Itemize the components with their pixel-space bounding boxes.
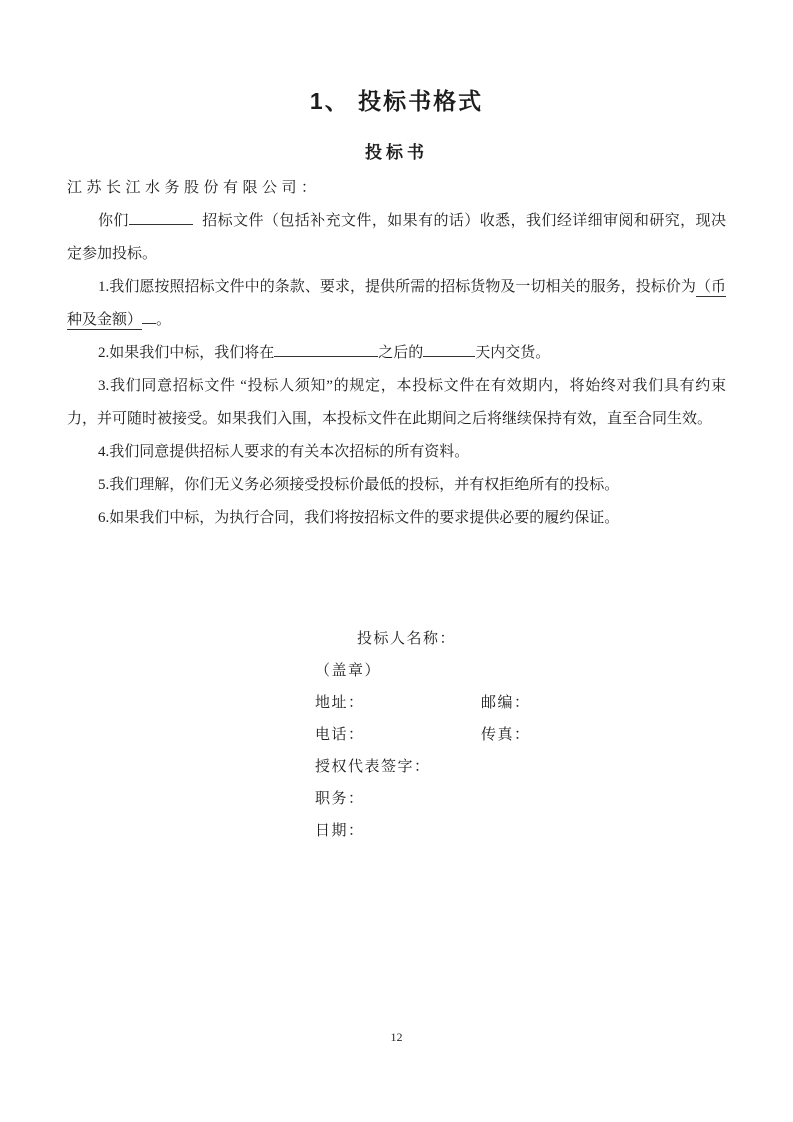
blank-field-recipient	[129, 210, 193, 225]
clause-4: 4.我们同意提供招标人要求的有关本次招标的所有资料。	[98, 444, 470, 460]
clause-2-text-post: 天内交货。	[475, 345, 551, 361]
clause-2-text-mid: 之后的	[378, 345, 424, 361]
blank-field-price-extra	[142, 309, 156, 324]
clause-5: 5.我们理解，你们无义务必须接受投标价最低的投标，并有权拒绝所有的投标。	[98, 477, 620, 493]
address-label: 地址：	[315, 695, 365, 711]
rep-signature-label: 授权代表签字：	[315, 759, 431, 775]
page-content	[67, 84, 726, 847]
position-label: 职务：	[315, 791, 365, 807]
phone-label: 电话：	[315, 727, 365, 743]
page-number: 12	[390, 1030, 403, 1044]
phone-fax-row	[315, 719, 726, 751]
clause-6: 6.如果我们中标，为执行合同，我们将按招标文件的要求提供必要的履约保证。	[98, 510, 620, 526]
postcode-label: 邮编：	[481, 695, 531, 711]
form-title: 投标书	[365, 143, 428, 162]
clause-3: 3.我们同意招标文件 “投标人须知”的规定，本投标文件在有效期内，将始终对我们具有约束力，并可随时被接受。如果我们入围，本投标文件在此期间之后将继续保持有效，直至合同生效。	[67, 378, 726, 427]
underlined-price-placeholder: （币种及金额）	[67, 279, 726, 328]
clause-2-text-pre: 2.如果我们中标，我们将在	[98, 345, 275, 361]
bidder-name-label: 投标人名称：	[357, 631, 457, 647]
page-title: 1、 投标书格式	[309, 88, 484, 114]
clause-1-period: 。	[156, 312, 172, 328]
clause-2	[67, 337, 726, 370]
address-postcode-row	[315, 687, 726, 719]
salutation: 江苏长江水务股份有限公司：	[67, 180, 321, 196]
clause-1	[67, 271, 726, 337]
date-label: 日期：	[315, 823, 365, 839]
intro-text-pre: 你们	[98, 213, 129, 229]
blank-field-days	[423, 342, 475, 357]
signature-block	[315, 623, 726, 847]
seal-label: （盖章）	[315, 663, 382, 679]
fax-label: 传真：	[481, 727, 531, 743]
blank-field-date	[274, 342, 378, 357]
intro-paragraph	[67, 205, 726, 271]
clause-1-text: 1.我们愿按照招标文件中的条款、要求，提供所需的招标货物及一切相关的服务，投标价为	[98, 279, 696, 295]
intro-text-post: 招标文件（包括补充文件，如果有的话）收悉，我们经详细审阅和研究，现决定参加投标。	[67, 213, 726, 262]
